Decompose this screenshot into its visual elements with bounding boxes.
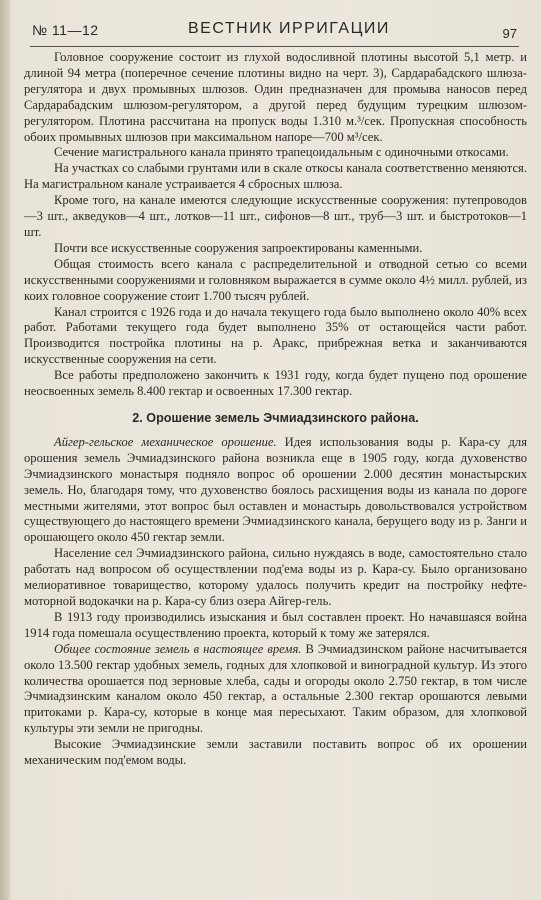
paragraph-text: Высокие Эчмиадзинские земли заставили поставить вопрос об их орошении механическим под'емом воды. xyxy=(24,737,527,768)
paragraph-completion: Все работы предположено закончить к 1931 году, когда будет пущено под орошение неосвоенных земель 8.400 гектар и освоенных 17.300 гектар. xyxy=(24,368,527,399)
paragraph-lead-italic: Айгер-гельское механическое орошение. xyxy=(54,434,277,449)
paragraph-high-lands xyxy=(24,737,527,769)
page-number: 97 xyxy=(502,26,517,41)
section-heading: 2. Орошение земель Эчмиадзинского района. xyxy=(132,410,419,425)
paragraph-structures-list: Кроме того, на канале имеются следующие искусственные сооружения: путепроводов—3 шт., акведуков—4 шт., лотков—11 шт., сифонов—8 шт., труб—3 шт. и быстротоков—1 шт. xyxy=(24,193,527,239)
paragraph-head-structure: Головное сооружение состоит из глухой водосливной плотины высотой 5,1 метр. и длиной 94 метра (поперечное сечение плотины видно на черт. 3), Сардарабадского шлюза-регулятора и двух промывных шлюзов. Один предназначен для промыва наносов перед Сардарабадским шлюзом-регулятором, а другой перед будущим турецким шлюзом-регулятором. Плотина рассчитана на пропуск воды 1.310 м.³/сек. Пропускная способность обоих промывных шлюзов при максимальном напоре—700 м³/сек. xyxy=(24,50,527,144)
paragraph-land-state xyxy=(24,642,527,737)
paragraph-aiger-gel xyxy=(24,435,527,546)
paragraph-canal-section: Сечение магистрального канала принято трапецоидальным с одиночными откосами. xyxy=(54,145,509,160)
paragraph-slopes: На участках со слабыми грунтами или в скале откосы канала соответственно меняются. На магистральном канале устраивается 4 сбросных шлюза. xyxy=(24,161,527,192)
paragraph-lead-italic: Общее состояние земель в настоящее время. xyxy=(54,641,302,656)
paragraph-stone-structures: Почти все искусственные сооружения запроектированы каменными. xyxy=(54,240,423,255)
paragraph-text: Идея использования воды р. Кара-су для орошения земель Эчмиадзинского района возникла еще в 1905 году, когда духовенство Эчмиадзинского монастыря подняло вопрос об орошении 2.000 десятин монастырских земель. Но, благодаря тому, что духовенство боялось расхищения воды из канала по дороге местными жителями, этот вопрос был оставлен и монастырь довольствовался устройством существующего до настоящего времени Эчмиадзинского канала, берущего воду из р. Занги и орошающего около 450 гектар земли. xyxy=(24,434,527,545)
paragraph-text: В Эчмиадзинском районе насчитывается около 13.500 гектар удобных земель, годных для хлопковой и виноградной культур. Из этого количества орошается под зерновые хлеба, сады и огороды около 2.750 гектар, в том числе Эчмиадзинским каналом около 450 гектар, а остальные 2.300 гектар орошаются левыми притоками р. Кара-су, которые в конце мая пересыхают. Таким образом, для хлопковой культуры эти земли не пригодны. xyxy=(24,641,527,736)
paragraph-text: Население сел Эчмиадзинского района, сильно нуждаясь в воде, самостоятельно стало работать над вопросом об осуществлении под'ема воды из р. Кара-су. Было организовано мелиоративное товарищество, которому удалось получить кредит на постройку нефте-моторной водокачки на р. Кара-су близ озера Айгер-гель. xyxy=(24,546,527,608)
running-header xyxy=(32,20,517,44)
paragraph-total-cost: Общая стоимость всего канала с распределительной и отводной сетью со всеми искусственными сооружениями и головняком выражается в сумме около 4½ милл. рублей, из коих головное сооружение стоит 1.700 тысяч рублей. xyxy=(24,256,527,303)
header-rule xyxy=(30,46,519,47)
paragraph-text: В 1913 году производились изыскания и был составлен проект. Но начавшаяся война 1914 года помешала осуществлению проекта, который к тому же затерялся. xyxy=(24,609,527,640)
paragraph-population xyxy=(24,546,527,610)
article-body xyxy=(24,50,527,769)
issue-number: № 11—12 xyxy=(32,22,99,38)
journal-title: ВЕСТНИК ИРРИГАЦИИ xyxy=(188,20,390,37)
paragraph-1913-survey xyxy=(24,610,527,642)
page-binding-shadow xyxy=(0,0,10,900)
paragraph-construction-progress: Канал строится с 1926 года и до начала текущего года было выполнено около 40% всех работ. Работами текущего года будет выполнено 35% от остающейся части работ. Производится постройка плотины на р. Аракс, прибрежная ветка и заканчиваются искусственные сооружения на сети. xyxy=(24,304,527,367)
